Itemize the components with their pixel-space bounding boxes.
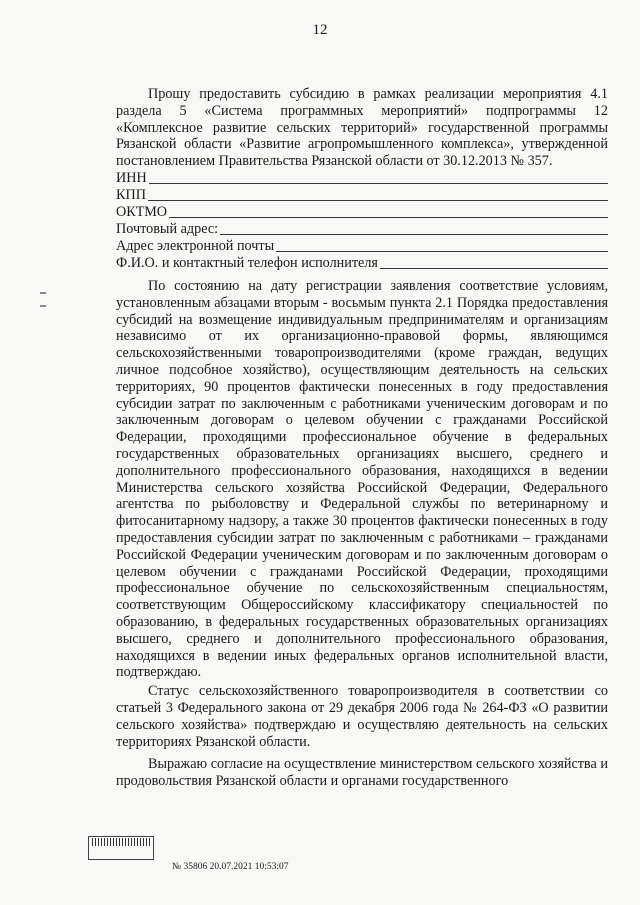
postal-address-line <box>220 234 608 235</box>
postal-address-label: Почтовый адрес: <box>116 221 219 238</box>
inn-line <box>149 183 608 184</box>
email-field <box>116 238 608 255</box>
kpp-field <box>116 187 608 204</box>
kpp-line <box>148 200 608 201</box>
document-footer <box>84 836 384 886</box>
request-paragraph: Прошу предоставить субсидию в рамках реализации мероприятия 4.1 раздела 5 «Система программных мероприятий» подпрограммы 12 «Комплексное развитие сельских территорий» государственной программы Рязанской области «Развитие агропромышленного комплекса», утвержденной постановлением Правительства Рязанской области от 30.12.2013 № 357. <box>116 86 608 170</box>
scan-mark <box>40 292 46 294</box>
page-number: 12 <box>312 22 328 38</box>
inn-field <box>116 170 608 187</box>
registry-stamp-icon <box>88 836 154 860</box>
document-body <box>116 86 608 790</box>
email-line <box>276 251 608 252</box>
oktmo-field <box>116 204 608 221</box>
postal-address-field <box>116 221 608 238</box>
registration-number: № 35806 20.07.2021 10:53:07 <box>172 862 289 872</box>
oktmo-label: ОКТМО <box>116 204 168 221</box>
kpp-label: КПП <box>116 187 146 204</box>
stamp-barcode <box>92 838 150 846</box>
consent-paragraph: Выражаю согласие на осуществление министерством сельского хозяйства и продовольствия Рязанской области и органами государственного <box>116 756 608 790</box>
contact-line <box>380 268 608 269</box>
email-label: Адрес электронной почты <box>116 238 275 255</box>
oktmo-line <box>169 217 608 218</box>
status-paragraph: Статус сельскохозяйственного товаропроизводителя в соответствии со статьей 3 Федерального закона от 29 декабря 2006 года № 264-ФЗ «О развитии сельского хозяйства» подтверждаю и осуществляю деятельность на сельских территориях Рязанской области. <box>116 683 608 750</box>
inn-label: ИНН <box>116 170 147 187</box>
contact-field <box>116 255 608 272</box>
contact-label: Ф.И.О. и контактный телефон исполнителя <box>116 255 378 272</box>
scan-mark <box>40 305 46 307</box>
compliance-paragraph: По состоянию на дату регистрации заявления соответствие условиям, установленным абзацами вторым - восьмым пункта 2.1 Порядка предоставления субсидий на возмещение индивидуальным предпринимателям и организациям независимо от их организационно-правовой формы, являющимся сельскохозяйственными товаропроизводителями (кроме граждан, ведущих личное подсобное хозяйство), осуществляющим деятельность на сельских территориях, 90 процентов фактически понесенных в году предоставления субсидии затрат по заключенным с работниками ученическим договорам и по заключенным договорам о целевом обучении с гражданами Российской Федерации, проходящими профессиональное обучение в федеральных государственных образовательных организациях высшего, среднего и дополнительного профессионального образования, находящихся в ведении Министерства сельского хозяйства Российской Федерации, Федерального агентства по рыболовству и Федеральной службы по ветеринарному и фитосанитарному надзору, а также 30 процентов фактически понесенных в году предоставления субсидии затрат по заключенным с работниками – гражданами Российской Федерации ученическим договорам и по заключенным договорам о целевом обучении с гражданами Российской Федерации, проходящими профессиональное обучение по сельскохозяйственным специальностям, соответствующим Общероссийскому классификатору специальностей по образованию, в федеральных государственных образовательных организациях высшего, среднего и дополнительного профессионального образования, находящихся в ведении иных федеральных органов исполнительной власти, подтверждаю. <box>116 277 608 681</box>
